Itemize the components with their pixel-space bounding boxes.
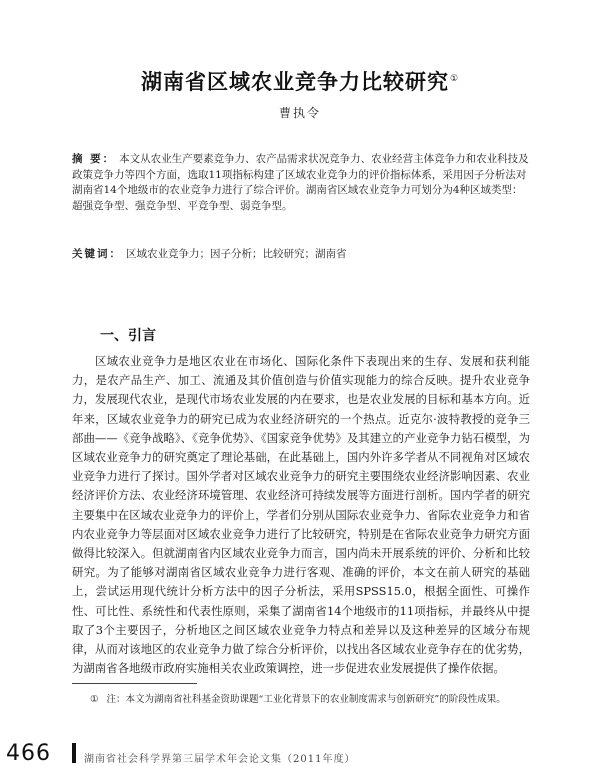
page-number: 466 [6,741,51,766]
footnote [72,692,530,708]
keywords-label: 关键词： [72,248,122,260]
paper-title [0,66,600,96]
keywords [72,247,530,263]
running-footer: 湖南省社会科学界第三届学术年会论文集（2011年度） [84,754,356,765]
footnote-divider [72,683,197,684]
author-name: 曹执令 [278,106,321,120]
section-heading-introduction: 一、引言 [100,328,156,344]
introduction-body: 区域农业竞争力是地区农业在市场化、国际化条件下表现出来的生存、发展和获利能力，是农产品生产、加工、流通及其价值创造与价值实现能力的综合反映。提升农业竞争力，发展现代农业，是现代市场农业发展的内在要求，也是农业发展的目标和基本方向。近年来，区域农业竞争力的研究已成为农业经济研究的一个热点。近克尔·波特教授的竞争三部曲——《竞争战略》、《竞争优势》、《国家竞争优势》及其建立的产业竞争力钻石模型，为区域农业竞争力的研究奠定了理论基础，在此基础上，国内外许多学者从不同视角对区域农业竞争力进行了探讨。国外学者对区域农业竞争力的研究主要围绕农业经济影响因素、农业经济评价方法、农业经济环境管理、农业经济可持续发展等方面进行剖析。国内学者的研究主要集中在区域农业竞争力的评价上，学者们分别从国际农业竞争力、省际农业竞争力和省内农业竞争力等层面对区域农业竞争力进行了比较研究，特别是在省际农业竞争力研究方面做得比较深入。但就湖南省内区域农业竞争力而言，国内尚未开展系统的评价、分析和比较研究。为了能够对湖南省区域农业竞争力进行客观、准确的评价，本文在前人研究的基础上，尝试运用现代统计分析方法中的因子分析法，采用SPSS15.0，根据全面性、可操作性、可比性、系统性和代表性原则，采集了湖南省14个地级市的11项指标，并最终从中提取了3个主要因子，分析地区之间区域农业竞争力特点和差异以及这种差异的区域分布规律，从而对该地区的农业竞争力做了综合分析评价，以找出各区域农业竞争存在的优劣势，为湖南省各地级市政府实施相关农业政策调控，进一步促进农业发展提供了操作依据。 [72,354,530,676]
footer-divider-bar [72,743,76,763]
footnote-text: 注：本文为湖南省社科基金资助课题“工业化背景下的农业制度需求与创新研究”的阶段性成果。 [106,694,506,705]
footnote-mark: ① [90,694,99,705]
abstract [72,152,530,214]
title-text: 湖南省区域农业竞争力比较研究 [140,70,449,94]
title-footnote-mark: ① [449,74,460,84]
abstract-text: 本文从农业生产要素竞争力、农产品需求状况竞争力、农业经营主体竞争力和农业科技及政策竞争力等四个方面，选取11项指标构建了区域农业竞争力的评价指标体系，采用因子分析法对湖南省14个地级市的农业竞争力进行了综合评价。湖南省区域农业竞争力可划分为4种区域类型：超强竞争型、强竞争型、平竞争型、弱竞争型。 [72,153,529,212]
abstract-label: 摘 要： [72,153,116,165]
keywords-text: 区域农业竞争力；因子分析；比较研究；湖南省 [126,248,347,260]
